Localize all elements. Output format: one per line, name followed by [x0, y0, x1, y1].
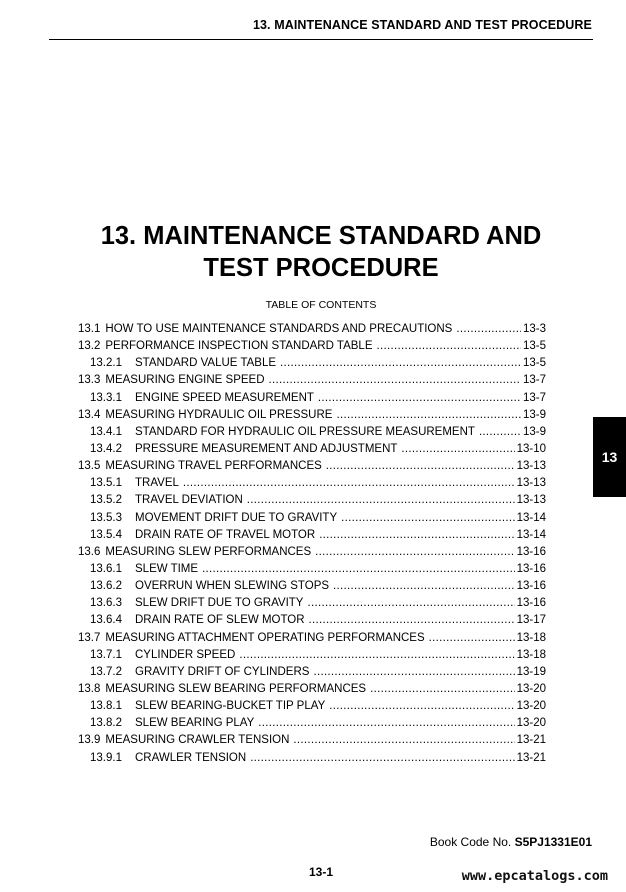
toc-entry-label: SLEW DRIFT DUE TO GRAVITY	[135, 597, 304, 610]
toc-entry-label: MEASURING CRAWLER TENSION	[105, 734, 290, 747]
toc-entry-label: PERFORMANCE INSPECTION STANDARD TABLE	[105, 340, 373, 353]
toc-entry-dots	[309, 612, 515, 629]
toc-entry[interactable]	[78, 424, 546, 441]
toc-entry-num: 13.4.1	[90, 425, 122, 438]
page-number: 13-1	[308, 865, 334, 879]
toc-entry[interactable]	[78, 681, 546, 698]
toc-entry[interactable]	[78, 475, 546, 492]
toc-entry-page: 13-17	[516, 614, 546, 627]
toc-entry-num: 13.6.1	[90, 562, 122, 575]
toc-entry[interactable]	[78, 510, 546, 527]
toc-entry-label: MEASURING SLEW PERFORMANCES	[105, 545, 312, 558]
toc-entry-dots	[329, 698, 514, 715]
toc-entry-page: 13-9	[522, 408, 546, 421]
toc-entry-page: 13-7	[522, 391, 546, 404]
toc-entry-num: 13.4	[78, 408, 101, 421]
toc-entry-dots	[258, 715, 514, 732]
toc-entry-label: MEASURING TRAVEL PERFORMANCES	[105, 460, 322, 473]
toc-entry-dots	[326, 458, 515, 475]
running-header: 13. MAINTENANCE STANDARD AND TEST PROCEDURE	[252, 18, 592, 32]
toc-entry-num: 13.8	[78, 682, 101, 695]
chapter-tab-label: 13	[601, 449, 618, 465]
toc-entry-page: 13-14	[516, 528, 546, 541]
toc-entry-label: SLEW BEARING-BUCKET TIP PLAY	[135, 700, 326, 713]
toc-entry-dots	[280, 355, 521, 372]
toc-entry-num: 13.4.2	[90, 442, 122, 455]
toc-entry-label: CYLINDER SPEED	[135, 648, 236, 661]
toc-entry-label: TRAVEL	[135, 477, 179, 490]
toc-entry[interactable]	[78, 407, 546, 424]
toc-entry-num: 13.9.1	[90, 751, 122, 764]
book-code-label: Book Code No.	[429, 835, 512, 849]
toc-entry-dots	[479, 424, 521, 441]
toc-entry-num: 13.1	[78, 323, 101, 335]
chapter-title-line-1: 13. MAINTENANCE STANDARD AND	[100, 222, 542, 250]
toc-entry-page: 13-20	[516, 700, 546, 713]
toc-entry-dots	[307, 595, 514, 612]
toc-entry-label: MEASURING ENGINE SPEED	[105, 374, 265, 387]
toc-entry-label: DRAIN RATE OF TRAVEL MOTOR	[135, 528, 316, 541]
toc-entry-dots	[401, 441, 514, 458]
toc-entry[interactable]	[78, 612, 546, 629]
toc-entry-dots	[429, 630, 515, 647]
chapter-tab	[593, 417, 626, 497]
book-code-value: S5PJ1331E01	[514, 835, 592, 849]
toc-entry-label: SLEW BEARING PLAY	[135, 717, 255, 730]
toc-entry-label: SLEW TIME	[135, 562, 199, 575]
toc-entry-num: 13.8.1	[90, 700, 122, 713]
toc-entry[interactable]	[78, 321, 546, 338]
toc-entry-num: 13.5.3	[90, 511, 122, 524]
toc-entry-page: 13-13	[516, 460, 546, 473]
toc-entry[interactable]	[78, 338, 546, 355]
toc-entry-label: OVERRUN WHEN SLEWING STOPS	[135, 580, 330, 593]
toc-entry[interactable]	[78, 630, 546, 647]
toc-entry[interactable]	[78, 647, 546, 664]
toc-entry-label: PRESSURE MEASUREMENT AND ADJUSTMENT	[135, 442, 398, 455]
toc-entry-num: 13.5.1	[90, 477, 122, 490]
toc-entry-page: 13-18	[516, 648, 546, 661]
toc-entry-page: 13-20	[516, 717, 546, 730]
toc-entry[interactable]	[78, 441, 546, 458]
toc-heading: TABLE OF CONTENTS	[265, 299, 377, 311]
chapter-title-line-2: TEST PROCEDURE	[203, 254, 439, 282]
toc-entry-dots	[247, 492, 515, 509]
toc-entry-num: 13.6	[78, 545, 101, 558]
toc-entry[interactable]	[78, 664, 546, 681]
toc-entry-page: 13-10	[516, 442, 546, 455]
toc-entry-num: 13.6.4	[90, 614, 122, 627]
toc-entry-dots	[250, 750, 514, 767]
toc-entry-num: 13.5	[78, 460, 101, 473]
toc-entry[interactable]	[78, 458, 546, 475]
toc-entry-num: 13.5.2	[90, 494, 122, 507]
toc-entry-num: 13.5.4	[90, 528, 122, 541]
toc-entry-page: 13-9	[522, 425, 546, 438]
toc-entry-num: 13.7	[78, 631, 101, 644]
table-of-contents	[78, 321, 546, 767]
toc-entry-dots	[370, 681, 514, 698]
header-divider	[49, 39, 593, 40]
toc-entry-label: MEASURING HYDRAULIC OIL PRESSURE	[105, 408, 333, 421]
toc-entry-num: 13.7.2	[90, 665, 122, 678]
toc-entry-label: GRAVITY DRIFT OF CYLINDERS	[135, 665, 310, 678]
toc-entry-page: 13-7	[522, 374, 546, 387]
toc-entry-num: 13.2	[78, 340, 101, 353]
toc-entry-page: 13-20	[516, 682, 546, 695]
toc-entry[interactable]	[78, 390, 546, 407]
toc-entry-label: MOVEMENT DRIFT DUE TO GRAVITY	[135, 511, 338, 524]
toc-entry[interactable]	[78, 698, 546, 715]
toc-entry-label: STANDARD VALUE TABLE	[135, 357, 277, 370]
toc-entry-num: 13.8.2	[90, 717, 122, 730]
toc-entry[interactable]	[78, 544, 546, 561]
toc-entry-page: 13-19	[516, 665, 546, 678]
toc-entry-dots	[319, 527, 514, 544]
toc-entry-page: 13-16	[516, 597, 546, 610]
toc-entry-label: DRAIN RATE OF SLEW MOTOR	[135, 614, 305, 627]
toc-entry-dots	[293, 732, 514, 749]
toc-entry-num: 13.6.3	[90, 597, 122, 610]
toc-entry-label: HOW TO USE MAINTENANCE STANDARDS AND PRECAUTIONS	[105, 323, 453, 335]
toc-entry-label: ENGINE SPEED MEASUREMENT	[135, 391, 314, 404]
toc-entry-page: 13-14	[516, 511, 546, 524]
toc-entry-dots	[456, 321, 521, 338]
toc-entry-num: 13.7.1	[90, 648, 122, 661]
toc-entry-page: 13-18	[516, 631, 546, 644]
toc-entry-page: 13-5	[522, 357, 546, 370]
toc-entry-dots	[202, 561, 515, 578]
toc-entry[interactable]	[78, 715, 546, 732]
toc-entry-dots	[269, 372, 521, 389]
toc-entry[interactable]	[78, 578, 546, 595]
toc-entry-num: 13.6.2	[90, 580, 122, 593]
toc-entry-page: 13-21	[516, 751, 546, 764]
toc-entry[interactable]	[78, 595, 546, 612]
toc-entry-dots	[313, 664, 514, 681]
toc-entry-dots	[377, 338, 521, 355]
toc-entry-label: TRAVEL DEVIATION	[135, 494, 243, 507]
toc-entry-page: 13-21	[516, 734, 546, 747]
toc-entry-page: 13-13	[516, 477, 546, 490]
toc-entry[interactable]	[78, 561, 546, 578]
toc-entry-num: 13.2.1	[90, 357, 122, 370]
toc-entry-label: CRAWLER TENSION	[135, 751, 247, 764]
toc-entry-num: 13.3	[78, 374, 101, 387]
toc-entry-label: MEASURING SLEW BEARING PERFORMANCES	[105, 682, 367, 695]
toc-entry-dots	[183, 475, 515, 492]
toc-entry-dots	[315, 544, 514, 561]
toc-entry-dots	[318, 390, 521, 407]
toc-entry-dots	[333, 578, 515, 595]
toc-entry[interactable]	[78, 492, 546, 509]
toc-entry-page: 13-5	[522, 340, 546, 353]
toc-entry[interactable]	[78, 750, 546, 767]
toc-entry-page: 13-16	[516, 562, 546, 575]
toc-entry-num: 13.3.1	[90, 391, 122, 404]
toc-entry-dots	[341, 510, 514, 527]
toc-entry-label: MEASURING ATTACHMENT OPERATING PERFORMANCES	[105, 631, 425, 644]
toc-entry[interactable]	[78, 732, 546, 749]
toc-entry-page: 13-16	[516, 545, 546, 558]
toc-entry[interactable]	[78, 372, 546, 389]
toc-entry-num: 13.9	[78, 734, 101, 747]
toc-entry-dots	[239, 647, 514, 664]
toc-entry-page: 13-3	[522, 323, 546, 335]
toc-entry-label: STANDARD FOR HYDRAULIC OIL PRESSURE MEASUREMENT	[135, 425, 475, 438]
watermark: www.epcatalogs.com	[461, 868, 608, 884]
toc-entry[interactable]	[78, 527, 546, 544]
toc-entry-page: 13-13	[516, 494, 546, 507]
toc-entry-page: 13-16	[516, 580, 546, 593]
toc-entry[interactable]	[78, 355, 546, 372]
book-code	[430, 835, 592, 849]
toc-entry-dots	[336, 407, 521, 424]
chapter-title	[0, 220, 626, 284]
